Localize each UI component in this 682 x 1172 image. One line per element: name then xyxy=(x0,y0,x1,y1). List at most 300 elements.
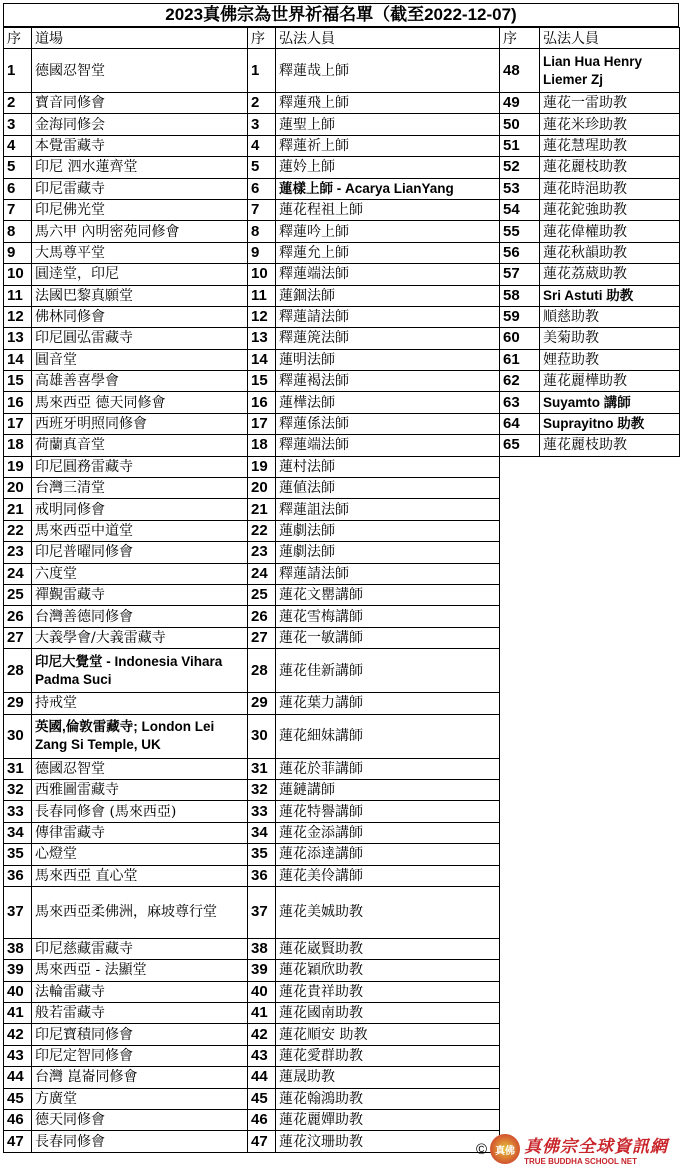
speaker-seq: 44 xyxy=(248,1067,276,1088)
table-row xyxy=(4,981,680,1002)
header-seq: 序 xyxy=(500,28,540,49)
speaker-name: 蓮花麗樺助教 xyxy=(540,371,680,392)
empty-cell xyxy=(500,478,680,499)
speaker-name: 蓮花於菲講師 xyxy=(276,758,500,779)
empty-cell xyxy=(500,1110,680,1131)
speaker-seq: 33 xyxy=(248,801,276,822)
table-row xyxy=(4,1110,680,1131)
venue-seq: 22 xyxy=(4,520,32,541)
venue-name: 印尼定智同修會 xyxy=(32,1045,248,1066)
empty-cell xyxy=(500,801,680,822)
speaker-seq: 59 xyxy=(500,306,540,327)
venue-seq: 19 xyxy=(4,456,32,477)
table-row xyxy=(4,1067,680,1088)
speaker-name: 釋蓮箎法師 xyxy=(276,328,500,349)
speaker-name: 蓮花一雷助教 xyxy=(540,93,680,114)
venue-name: 大馬尊平堂 xyxy=(32,242,248,263)
speaker-name: 釋蓮端法師 xyxy=(276,435,500,456)
venue-name: 印尼雷藏寺 xyxy=(32,178,248,199)
table-row xyxy=(4,1045,680,1066)
table-row xyxy=(4,456,680,477)
venue-seq: 44 xyxy=(4,1067,32,1088)
empty-cell xyxy=(500,693,680,714)
speaker-seq: 11 xyxy=(248,285,276,306)
speaker-name: 順慈助教 xyxy=(540,306,680,327)
empty-cell xyxy=(500,822,680,843)
venue-seq: 36 xyxy=(4,865,32,886)
table-row xyxy=(4,199,680,220)
venue-seq: 4 xyxy=(4,135,32,156)
speaker-seq: 3 xyxy=(248,114,276,135)
speaker-name: 蓮花米珍助教 xyxy=(540,114,680,135)
speaker-seq: 5 xyxy=(248,157,276,178)
venue-seq: 8 xyxy=(4,221,32,242)
venue-name: 印尼寶積同修會 xyxy=(32,1024,248,1045)
speaker-name: 蓮花翰鴻助教 xyxy=(276,1088,500,1109)
venue-name: 馬來西亞 - 法顯堂 xyxy=(32,960,248,981)
speaker-name: Suyamto 講師 xyxy=(540,392,680,413)
venue-seq: 12 xyxy=(4,306,32,327)
venue-name: 馬來西亞中道堂 xyxy=(32,520,248,541)
table-row xyxy=(4,627,680,648)
speaker-seq: 16 xyxy=(248,392,276,413)
venue-name: 英國,倫敦雷藏寺; London Lei Zang Si Temple, UK xyxy=(32,714,248,758)
table-row xyxy=(4,960,680,981)
empty-cell xyxy=(500,960,680,981)
speaker-name: 蓮花添達講師 xyxy=(276,844,500,865)
header-speaker: 弘法人員 xyxy=(540,28,680,49)
venue-seq: 27 xyxy=(4,627,32,648)
speaker-seq: 37 xyxy=(248,886,276,938)
speaker-seq: 50 xyxy=(500,114,540,135)
speaker-name: 蓮花秋韻助教 xyxy=(540,242,680,263)
speaker-name: 蓮樺法師 xyxy=(276,392,500,413)
speaker-name: 蓮劇法師 xyxy=(276,542,500,563)
table-row xyxy=(4,178,680,199)
speaker-seq: 31 xyxy=(248,758,276,779)
venue-seq: 39 xyxy=(4,960,32,981)
speaker-seq: 53 xyxy=(500,178,540,199)
speaker-name: 蓮花時浥助教 xyxy=(540,178,680,199)
speaker-name: 蓮花貴祥助教 xyxy=(276,981,500,1002)
venue-name: 圓音堂 xyxy=(32,349,248,370)
empty-cell xyxy=(500,499,680,520)
speaker-seq: 55 xyxy=(500,221,540,242)
venue-name: 心燈堂 xyxy=(32,844,248,865)
table-row xyxy=(4,714,680,758)
speaker-seq: 41 xyxy=(248,1003,276,1024)
speaker-seq: 28 xyxy=(248,649,276,693)
venue-seq: 11 xyxy=(4,285,32,306)
speaker-name: 蓮花麗嬋助教 xyxy=(276,1110,500,1131)
venue-name: 持戒堂 xyxy=(32,693,248,714)
speaker-seq: 60 xyxy=(500,328,540,349)
venue-name: 大義學會/大義雷藏寺 xyxy=(32,627,248,648)
table-row xyxy=(4,758,680,779)
speaker-name: 蓮花細妹講師 xyxy=(276,714,500,758)
table-row xyxy=(4,1003,680,1024)
speaker-seq: 19 xyxy=(248,456,276,477)
venue-name: 馬來西亞 德天同修會 xyxy=(32,392,248,413)
speaker-name: 釋蓮係法師 xyxy=(276,413,500,434)
table-row xyxy=(4,865,680,886)
speaker-name: 蓮花愛群助教 xyxy=(276,1045,500,1066)
venue-name: 圓逹堂，印尼 xyxy=(32,264,248,285)
venue-seq: 7 xyxy=(4,199,32,220)
venue-seq: 31 xyxy=(4,758,32,779)
speaker-seq: 20 xyxy=(248,478,276,499)
venue-seq: 33 xyxy=(4,801,32,822)
speaker-name: 蓮劇法師 xyxy=(276,520,500,541)
empty-cell xyxy=(500,938,680,959)
empty-cell xyxy=(500,1003,680,1024)
logo-name-en: TRUE BUDDHA SCHOOL NET xyxy=(524,1157,637,1166)
speaker-seq: 47 xyxy=(248,1131,276,1152)
venue-name: 台灣 崑崙同修會 xyxy=(32,1067,248,1088)
venue-name: 傳律雷藏寺 xyxy=(32,822,248,843)
speaker-seq: 21 xyxy=(248,499,276,520)
speaker-name: 蓮明法師 xyxy=(276,349,500,370)
venue-seq: 35 xyxy=(4,844,32,865)
empty-cell xyxy=(500,758,680,779)
venue-name: 印尼大覺堂 - Indonesia Vihara Padma Suci xyxy=(32,649,248,693)
logo-name-cn: 真佛宗全球資訊網 xyxy=(524,1137,669,1157)
speaker-seq: 27 xyxy=(248,627,276,648)
venue-name: 戒明同修會 xyxy=(32,499,248,520)
venue-seq: 30 xyxy=(4,714,32,758)
venue-seq: 18 xyxy=(4,435,32,456)
speaker-name: 蓮花麗枝助教 xyxy=(540,435,680,456)
speaker-name: 釋蓮請法師 xyxy=(276,563,500,584)
table-row xyxy=(4,779,680,800)
speaker-seq: 22 xyxy=(248,520,276,541)
table-row xyxy=(4,938,680,959)
speaker-name: 釋蓮請法師 xyxy=(276,306,500,327)
empty-cell xyxy=(500,865,680,886)
speaker-name: 蓮値法師 xyxy=(276,478,500,499)
header-seq: 序 xyxy=(4,28,32,49)
speaker-name: Suprayitno 助教 xyxy=(540,413,680,434)
table-row xyxy=(4,844,680,865)
table-row xyxy=(4,1088,680,1109)
venue-name: 寶音同修會 xyxy=(32,93,248,114)
venue-seq: 46 xyxy=(4,1110,32,1131)
venue-seq: 15 xyxy=(4,371,32,392)
speaker-seq: 29 xyxy=(248,693,276,714)
header-row xyxy=(4,28,680,49)
speaker-name: 蓮花鉈強助教 xyxy=(540,199,680,220)
speaker-name: 蓮錮法師 xyxy=(276,285,500,306)
speaker-seq: 38 xyxy=(248,938,276,959)
venue-seq: 34 xyxy=(4,822,32,843)
table-row xyxy=(4,584,680,605)
venue-name: 印尼普曜同修會 xyxy=(32,542,248,563)
speaker-name: 蓮花慧瑆助教 xyxy=(540,135,680,156)
speaker-seq: 51 xyxy=(500,135,540,156)
speaker-name: 蓮花文罌講師 xyxy=(276,584,500,605)
empty-cell xyxy=(500,1024,680,1045)
table-row xyxy=(4,1024,680,1045)
speaker-name: 釋蓮飛上師 xyxy=(276,93,500,114)
venue-name: 六度堂 xyxy=(32,563,248,584)
table-row xyxy=(4,801,680,822)
venue-name: 法國巴黎真願堂 xyxy=(32,285,248,306)
venue-name: 印尼圓務雷藏寺 xyxy=(32,456,248,477)
venue-seq: 9 xyxy=(4,242,32,263)
venue-name: 西班牙明照同修會 xyxy=(32,413,248,434)
venue-name: 台灣善德同修會 xyxy=(32,606,248,627)
speaker-name: 蓮花順安 助教 xyxy=(276,1024,500,1045)
speaker-name: 釋蓮端法師 xyxy=(276,264,500,285)
venue-name: 金海同修会 xyxy=(32,114,248,135)
venue-name: 台灣三清堂 xyxy=(32,478,248,499)
table-row xyxy=(4,285,680,306)
empty-cell xyxy=(500,456,680,477)
name-table xyxy=(3,27,680,1153)
speaker-seq: 35 xyxy=(248,844,276,865)
venue-seq: 24 xyxy=(4,563,32,584)
header-seq: 序 xyxy=(248,28,276,49)
speaker-name: 蓮花荔葳助教 xyxy=(540,264,680,285)
speaker-seq: 17 xyxy=(248,413,276,434)
speaker-seq: 7 xyxy=(248,199,276,220)
speaker-seq: 61 xyxy=(500,349,540,370)
empty-cell xyxy=(500,627,680,648)
speaker-seq: 8 xyxy=(248,221,276,242)
table-row xyxy=(4,242,680,263)
speaker-name: 蓮村法師 xyxy=(276,456,500,477)
venue-name: 方廣堂 xyxy=(32,1088,248,1109)
table-row xyxy=(4,693,680,714)
venue-seq: 2 xyxy=(4,93,32,114)
venue-seq: 5 xyxy=(4,157,32,178)
venue-seq: 23 xyxy=(4,542,32,563)
sheet-title: 2023真佛宗為世界祈福名單（截至2022-12-07) xyxy=(3,3,679,27)
venue-seq: 21 xyxy=(4,499,32,520)
venue-seq: 32 xyxy=(4,779,32,800)
venue-seq: 6 xyxy=(4,178,32,199)
venue-name: 印尼佛光堂 xyxy=(32,199,248,220)
speaker-name: 蓮花葉力講師 xyxy=(276,693,500,714)
speaker-name: 蓮花國南助教 xyxy=(276,1003,500,1024)
speaker-seq: 18 xyxy=(248,435,276,456)
empty-cell xyxy=(500,563,680,584)
speaker-seq: 48 xyxy=(500,49,540,93)
table-row xyxy=(4,349,680,370)
lotus-badge-icon: 真佛 xyxy=(490,1134,520,1164)
empty-cell xyxy=(500,714,680,758)
venue-seq: 47 xyxy=(4,1131,32,1152)
speaker-name: 美菊助教 xyxy=(540,328,680,349)
speaker-name: 蓮花汶珊助教 xyxy=(276,1131,500,1152)
venue-seq: 26 xyxy=(4,606,32,627)
venue-name: 印尼圓弘雷藏寺 xyxy=(32,328,248,349)
empty-cell xyxy=(500,844,680,865)
speaker-seq: 10 xyxy=(248,264,276,285)
speaker-seq: 45 xyxy=(248,1088,276,1109)
speaker-seq: 34 xyxy=(248,822,276,843)
speaker-name: 蓮花特譽講師 xyxy=(276,801,500,822)
venue-seq: 37 xyxy=(4,886,32,938)
header-venue: 道場 xyxy=(32,28,248,49)
speaker-name: 蓮花麗枝助教 xyxy=(540,157,680,178)
empty-cell xyxy=(500,886,680,938)
speaker-name: 釋蓮褐法師 xyxy=(276,371,500,392)
table-row xyxy=(4,413,680,434)
venue-name: 印尼 泗水蓮齊堂 xyxy=(32,157,248,178)
venue-name: 馬來西亞 直心堂 xyxy=(32,865,248,886)
empty-cell xyxy=(500,520,680,541)
speaker-name: 娌菈助教 xyxy=(540,349,680,370)
venue-seq: 42 xyxy=(4,1024,32,1045)
site-logo xyxy=(476,1132,676,1166)
venue-name: 德國忍智堂 xyxy=(32,49,248,93)
table-row xyxy=(4,542,680,563)
venue-name: 印尼慈藏雷藏寺 xyxy=(32,938,248,959)
speaker-seq: 46 xyxy=(248,1110,276,1131)
empty-cell xyxy=(500,542,680,563)
speaker-name: 蓮花程祖上師 xyxy=(276,199,500,220)
speaker-name: 蓮花美娍助教 xyxy=(276,886,500,938)
table-row xyxy=(4,114,680,135)
venue-name: 西雅圖雷藏寺 xyxy=(32,779,248,800)
speaker-seq: 58 xyxy=(500,285,540,306)
speaker-seq: 4 xyxy=(248,135,276,156)
table-row xyxy=(4,93,680,114)
speaker-name: 蓮花佳新講師 xyxy=(276,649,500,693)
speaker-seq: 23 xyxy=(248,542,276,563)
table-row xyxy=(4,499,680,520)
empty-cell xyxy=(500,1045,680,1066)
table-row xyxy=(4,392,680,413)
table-row xyxy=(4,264,680,285)
speaker-seq: 2 xyxy=(248,93,276,114)
speaker-name: 蓮晟助教 xyxy=(276,1067,500,1088)
venue-name: 馬六甲 內明密苑同修會 xyxy=(32,221,248,242)
venue-seq: 43 xyxy=(4,1045,32,1066)
speaker-seq: 40 xyxy=(248,981,276,1002)
speaker-name: 蓮花偉權助教 xyxy=(540,221,680,242)
table-row xyxy=(4,371,680,392)
speaker-seq: 24 xyxy=(248,563,276,584)
speaker-seq: 49 xyxy=(500,93,540,114)
venue-seq: 29 xyxy=(4,693,32,714)
speaker-seq: 6 xyxy=(248,178,276,199)
speaker-seq: 12 xyxy=(248,306,276,327)
table-row xyxy=(4,49,680,93)
table-row xyxy=(4,649,680,693)
venue-seq: 3 xyxy=(4,114,32,135)
table-row xyxy=(4,520,680,541)
venue-seq: 13 xyxy=(4,328,32,349)
table-row xyxy=(4,606,680,627)
speaker-seq: 26 xyxy=(248,606,276,627)
speaker-seq: 62 xyxy=(500,371,540,392)
speaker-seq: 1 xyxy=(248,49,276,93)
speaker-seq: 43 xyxy=(248,1045,276,1066)
table-row xyxy=(4,306,680,327)
table-row xyxy=(4,822,680,843)
speaker-name: Lian Hua Henry Liemer Zj xyxy=(540,49,680,93)
speaker-name: 蓮花雪梅講師 xyxy=(276,606,500,627)
empty-cell xyxy=(500,981,680,1002)
venue-seq: 16 xyxy=(4,392,32,413)
speaker-name: 蓮花金添講師 xyxy=(276,822,500,843)
speaker-seq: 56 xyxy=(500,242,540,263)
speaker-name: 釋蓮允上師 xyxy=(276,242,500,263)
table-row xyxy=(4,886,680,938)
venue-seq: 28 xyxy=(4,649,32,693)
venue-name: 長春同修會 xyxy=(32,1131,248,1152)
speaker-seq: 32 xyxy=(248,779,276,800)
speaker-seq: 54 xyxy=(500,199,540,220)
speaker-name: 蓮鏈講師 xyxy=(276,779,500,800)
venue-name: 法輪雷藏寺 xyxy=(32,981,248,1002)
speaker-seq: 15 xyxy=(248,371,276,392)
speaker-name: 釋蓮祈上師 xyxy=(276,135,500,156)
venue-seq: 41 xyxy=(4,1003,32,1024)
speaker-seq: 25 xyxy=(248,584,276,605)
empty-cell xyxy=(500,1067,680,1088)
venue-name: 德國忍智堂 xyxy=(32,758,248,779)
table-row xyxy=(4,135,680,156)
empty-cell xyxy=(500,779,680,800)
empty-cell xyxy=(500,606,680,627)
speaker-seq: 52 xyxy=(500,157,540,178)
speaker-name: 蓮樣上師 - Acarya LianYang xyxy=(276,178,500,199)
speaker-seq: 36 xyxy=(248,865,276,886)
speaker-name: 蓮花美伶講師 xyxy=(276,865,500,886)
speaker-name: 蓮妗上師 xyxy=(276,157,500,178)
logo-text xyxy=(524,1132,668,1166)
table-row xyxy=(4,328,680,349)
empty-cell xyxy=(500,584,680,605)
speaker-name: 蓮花穎欣助教 xyxy=(276,960,500,981)
speaker-seq: 57 xyxy=(500,264,540,285)
speaker-seq: 13 xyxy=(248,328,276,349)
venue-seq: 45 xyxy=(4,1088,32,1109)
speaker-name: 蓮花一敏講師 xyxy=(276,627,500,648)
venue-seq: 1 xyxy=(4,49,32,93)
venue-seq: 20 xyxy=(4,478,32,499)
venue-name: 德天同修會 xyxy=(32,1110,248,1131)
venue-seq: 38 xyxy=(4,938,32,959)
speaker-seq: 39 xyxy=(248,960,276,981)
name-list-sheet xyxy=(3,3,679,1153)
table-row xyxy=(4,221,680,242)
venue-name: 禪覲雷藏寺 xyxy=(32,584,248,605)
speaker-seq: 30 xyxy=(248,714,276,758)
venue-name: 長春同修會 (馬來西亞) xyxy=(32,801,248,822)
venue-name: 馬來西亞柔佛洲，麻坡尊行堂 xyxy=(32,886,248,938)
venue-seq: 40 xyxy=(4,981,32,1002)
table-row xyxy=(4,563,680,584)
venue-seq: 14 xyxy=(4,349,32,370)
speaker-name: 釋蓮吟上師 xyxy=(276,221,500,242)
speaker-name: 釋蓮詛法師 xyxy=(276,499,500,520)
speaker-seq: 65 xyxy=(500,435,540,456)
speaker-seq: 64 xyxy=(500,413,540,434)
venue-seq: 17 xyxy=(4,413,32,434)
header-speaker: 弘法人員 xyxy=(276,28,500,49)
speaker-name: 釋蓮哉上師 xyxy=(276,49,500,93)
venue-name: 本覺雷藏寺 xyxy=(32,135,248,156)
speaker-name: Sri Astuti 助教 xyxy=(540,285,680,306)
empty-cell xyxy=(500,649,680,693)
empty-cell xyxy=(500,1088,680,1109)
copyright-symbol: © xyxy=(476,1140,488,1158)
venue-seq: 10 xyxy=(4,264,32,285)
